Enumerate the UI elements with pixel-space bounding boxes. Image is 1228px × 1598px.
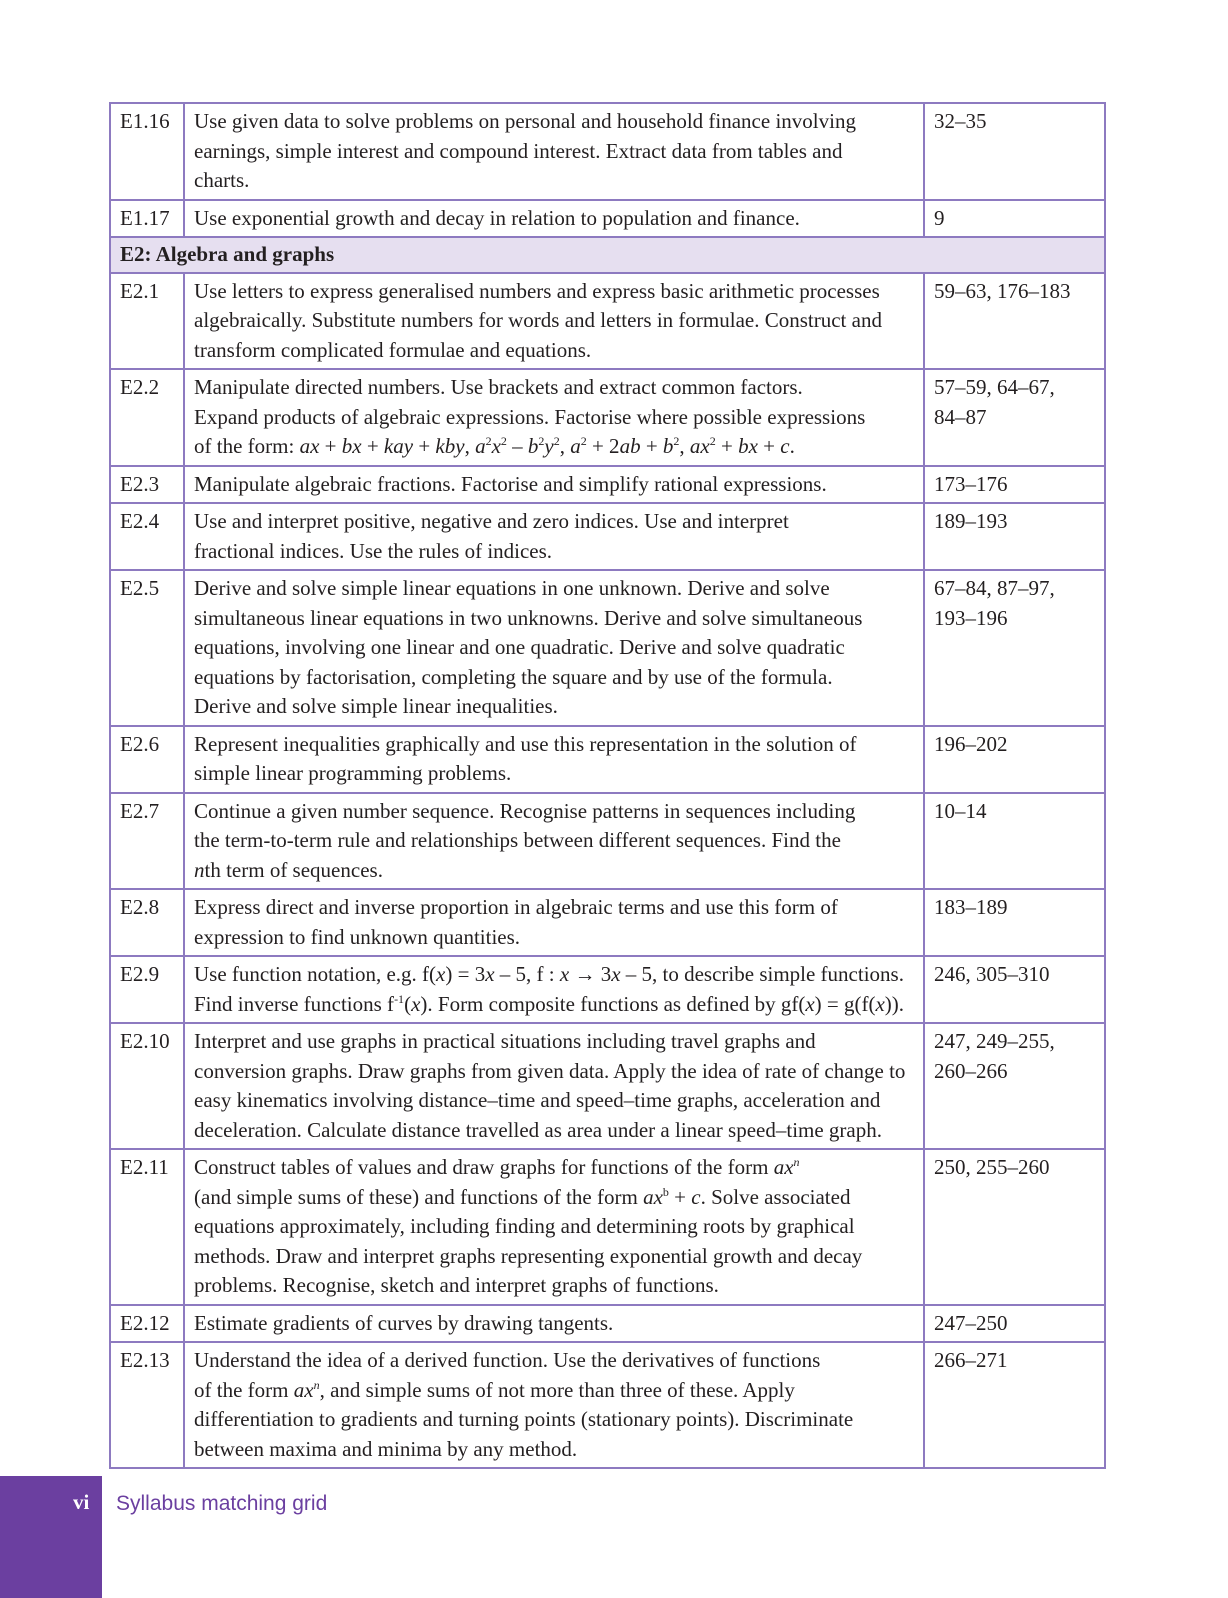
description-line: simultaneous linear equations in two unknowns. Derive and solve simultaneous [194, 605, 863, 630]
page-references [924, 956, 1105, 1023]
pages-line: 189–193 [934, 509, 1008, 533]
description-line: of the form: ax + bx + kay + kby, $a^2x^2 - b^2y^2$, $a^2 + 2ab + b^2$, $ax^2$ + bx + c. [194, 434, 795, 458]
syllabus-code: E2.8 [110, 889, 184, 956]
description-line: (and simple sums of these) and functions of the form $ax^b + c$. Solve associated [194, 1184, 851, 1209]
description-line: charts. [194, 168, 250, 192]
table-row [110, 1149, 1105, 1305]
description-line: equations approximately, including finding and determining roots by graphical [194, 1214, 855, 1238]
syllabus-description [184, 369, 924, 466]
pages-line: 57–59, 64–67, [934, 375, 1055, 399]
table-row [110, 889, 1105, 956]
syllabus-description [184, 956, 924, 1023]
table-row [110, 793, 1105, 890]
description-line: problems. Recognise, sketch and interpret graphs of functions. [194, 1273, 719, 1297]
page-references [924, 1305, 1105, 1343]
syllabus-code: E2.13 [110, 1342, 184, 1468]
description-line: Use given data to solve problems on personal and household finance involving [194, 109, 856, 133]
description-line: Use letters to express generalised numbers and express basic arithmetic processes [194, 278, 880, 303]
syllabus-code: E2.9 [110, 956, 184, 1023]
page-references [924, 1342, 1105, 1468]
page-references [924, 369, 1105, 466]
syllabus-code: E1.16 [110, 103, 184, 200]
description-line: Use exponential growth and decay in relation to population and finance. [194, 205, 800, 230]
description-line: simple linear programming problems. [194, 761, 512, 785]
syllabus-description [184, 103, 924, 200]
syllabus-code: E1.17 [110, 200, 184, 238]
syllabus-description [184, 200, 924, 238]
syllabus-code: E2.4 [110, 503, 184, 570]
syllabus-description [184, 570, 924, 726]
pages-line: 173–176 [934, 471, 1008, 496]
pages-line: 10–14 [934, 798, 987, 823]
syllabus-description [184, 466, 924, 504]
table-row [110, 1305, 1105, 1343]
syllabus-description [184, 503, 924, 570]
description-line: Continue a given number sequence. Recognise patterns in sequences including [194, 798, 856, 823]
syllabus-code: E2.5 [110, 570, 184, 726]
description-line: conversion graphs. Draw graphs from given data. Apply the idea of rate of change to [194, 1058, 906, 1083]
description-line: expression to find unknown quantities. [194, 924, 521, 949]
section-header-row [110, 237, 1105, 273]
syllabus-table [109, 102, 1106, 1469]
table-row [110, 369, 1105, 466]
page-references [924, 466, 1105, 504]
syllabus-code: E2.11 [110, 1149, 184, 1305]
description-line: Estimate gradients of curves by drawing tangents. [194, 1310, 614, 1335]
description-line: Express direct and inverse proportion in algebraic terms and use this form of [194, 895, 838, 919]
description-line: differentiation to gradients and turning points (stationary points). Discriminate [194, 1407, 854, 1431]
pages-line: 59–63, 176–183 [934, 278, 1071, 303]
syllabus-code: E2.12 [110, 1305, 184, 1343]
syllabus-description [184, 1305, 924, 1343]
syllabus-code: E2.10 [110, 1023, 184, 1149]
section-title: E2: Algebra and graphs [110, 237, 1105, 273]
pages-line: 266–271 [934, 1348, 1008, 1372]
page-references [924, 273, 1105, 370]
syllabus-code: E2.3 [110, 466, 184, 504]
description-line: Understand the idea of a derived function. Use the derivatives of functions [194, 1348, 821, 1372]
syllabus-code: E2.6 [110, 726, 184, 793]
syllabus-description [184, 1342, 924, 1468]
page-references [924, 889, 1105, 956]
description-line: the term-to-term rule and relationships between different sequences. Find the [194, 828, 841, 852]
syllabus-description [184, 889, 924, 956]
syllabus-description [184, 1023, 924, 1149]
table-row [110, 1023, 1105, 1149]
pages-line: 84–87 [934, 404, 987, 429]
description-line: Manipulate algebraic fractions. Factorise and simplify rational expressions. [194, 471, 827, 496]
pages-line: 67–84, 87–97, [934, 576, 1055, 600]
pages-line: 183–189 [934, 895, 1008, 919]
syllabus-code: E2.1 [110, 273, 184, 370]
table-row [110, 200, 1105, 238]
description-line: Construct tables of values and draw graphs for functions of the form $ax^n$ [194, 1155, 800, 1179]
description-line: Use function notation, e.g. f(x) = 3x – 5, f : x → 3x – 5, to describe simple functions. [194, 962, 904, 986]
description-line: nth term of sequences. [194, 857, 383, 882]
description-line: algebraically. Substitute numbers for words and letters in formulae. Construct and [194, 308, 882, 332]
description-line: Use and interpret positive, negative and zero indices. Use and interpret [194, 509, 789, 533]
page-references [924, 1149, 1105, 1305]
description-line: Manipulate directed numbers. Use brackets and extract common factors. [194, 375, 803, 399]
pages-line: 9 [934, 205, 945, 230]
pages-line: 250, 255–260 [934, 1155, 1050, 1179]
pages-line: 260–266 [934, 1058, 1008, 1083]
table-row [110, 503, 1105, 570]
pages-line: 32–35 [934, 109, 987, 133]
description-line: earnings, simple interest and compound interest. Extract data from tables and [194, 138, 843, 163]
table-row [110, 956, 1105, 1023]
description-line: between maxima and minima by any method. [194, 1436, 578, 1461]
table-row [110, 726, 1105, 793]
description-line: Derive and solve simple linear inequalities. [194, 694, 558, 718]
footer-title: Syllabus matching grid [116, 1492, 328, 1515]
pages-line: 246, 305–310 [934, 962, 1050, 986]
page-references [924, 200, 1105, 238]
description-line: Interpret and use graphs in practical situations including travel graphs and [194, 1029, 816, 1053]
syllabus-code: E2.2 [110, 369, 184, 466]
description-line: Expand products of algebraic expressions. Factorise where possible expressions [194, 404, 866, 429]
description-line: of the form $ax^n$, and simple sums of not more than three of these. Apply [194, 1377, 795, 1402]
syllabus-description [184, 726, 924, 793]
table-row [110, 273, 1105, 370]
pages-line: 247, 249–255, [934, 1029, 1055, 1053]
description-line: Find inverse functions $f^{-1}(x)$. Form composite functions as defined by gf(x) = g(f(x)). [194, 991, 905, 1016]
syllabus-table-body [110, 103, 1105, 1468]
page-number: vi [73, 1490, 90, 1514]
description-line: fractional indices. Use the rules of indices. [194, 538, 553, 563]
page-references [924, 793, 1105, 890]
table-row [110, 466, 1105, 504]
pages-line: 193–196 [934, 605, 1008, 630]
table-row [110, 1342, 1105, 1468]
page-references [924, 726, 1105, 793]
syllabus-description [184, 273, 924, 370]
description-line: easy kinematics involving distance–time and speed–time graphs, acceleration and [194, 1088, 881, 1112]
pages-line: 247–250 [934, 1310, 1008, 1335]
description-line: methods. Draw and interpret graphs representing exponential growth and decay [194, 1243, 863, 1268]
syllabus-description [184, 793, 924, 890]
description-line: Derive and solve simple linear equations in one unknown. Derive and solve [194, 576, 830, 600]
description-line: equations, involving one linear and one quadratic. Derive and solve quadratic [194, 635, 845, 659]
table-row [110, 103, 1105, 200]
description-line: deceleration. Calculate distance travelled as area under a linear speed–time graph. [194, 1117, 882, 1142]
page-references [924, 503, 1105, 570]
syllabus-code: E2.7 [110, 793, 184, 890]
description-line: Represent inequalities graphically and use this representation in the solution of [194, 731, 857, 756]
page-references [924, 570, 1105, 726]
description-line: equations by factorisation, completing the square and by use of the formula. [194, 664, 833, 689]
pages-line: 196–202 [934, 731, 1008, 756]
table-row [110, 570, 1105, 726]
description-line: transform complicated formulae and equations. [194, 337, 592, 362]
page-references [924, 1023, 1105, 1149]
page-references [924, 103, 1105, 200]
syllabus-description [184, 1149, 924, 1305]
